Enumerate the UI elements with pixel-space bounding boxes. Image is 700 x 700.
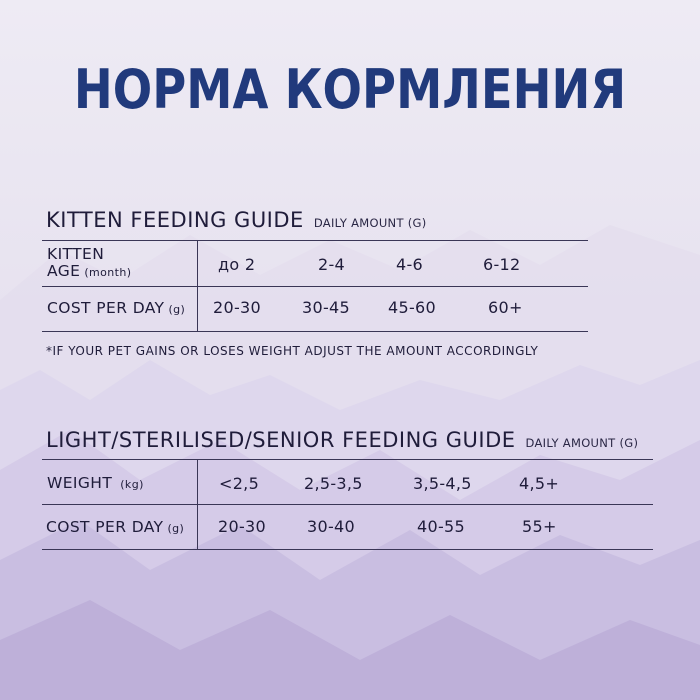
page-title: НОРМА КОРМЛЕНИЯ xyxy=(73,58,627,121)
kitten-cost-label-text: COST PER DAY xyxy=(47,299,165,317)
light-guide-title xyxy=(46,428,638,452)
light-amount-cell: 55+ xyxy=(522,517,557,536)
table-mid-line xyxy=(42,504,653,505)
kitten-amount-cell: 30-45 xyxy=(302,298,350,317)
weight-cell: 4,5+ xyxy=(519,474,560,493)
light-amount-cell: 40-55 xyxy=(417,517,465,536)
table-mid-line xyxy=(42,286,588,287)
table-bottom-line xyxy=(42,331,588,332)
light-amount-cell: 20-30 xyxy=(218,517,266,536)
table-bottom-line xyxy=(42,549,653,550)
weight-unit: (kg) xyxy=(120,478,144,491)
light-cost-label xyxy=(46,518,184,536)
table-column-divider xyxy=(197,240,198,331)
weight-label-text: WEIGHT xyxy=(47,474,113,492)
kitten-age-cell: 4-6 xyxy=(396,255,424,274)
light-amount-cell: 30-40 xyxy=(307,517,355,536)
kitten-amount-cell: 60+ xyxy=(488,298,523,317)
kitten-guide-title xyxy=(46,208,427,232)
kitten-cost-unit: (g) xyxy=(168,303,186,316)
kitten-cost-label xyxy=(47,299,185,317)
kitten-amount-cell: 20-30 xyxy=(213,298,261,317)
kitten-guide-subtitle: DAILY AMOUNT (G) xyxy=(313,216,427,230)
kitten-age-unit: (month) xyxy=(84,266,132,279)
weight-cell: 2,5-3,5 xyxy=(304,474,363,493)
table-column-divider xyxy=(197,459,198,549)
weight-cell: <2,5 xyxy=(219,474,260,493)
table-top-line xyxy=(42,459,653,460)
kitten-guide-heading: KITTEN FEEDING GUIDE xyxy=(46,208,304,232)
kitten-age-label-line1: KITTEN xyxy=(47,245,105,263)
table-top-line xyxy=(42,240,588,241)
weight-cell: 3,5-4,5 xyxy=(413,474,472,493)
light-cost-label-text: COST PER DAY xyxy=(46,518,164,536)
kitten-age-cell: 2-4 xyxy=(318,255,346,274)
kitten-age-label xyxy=(47,246,131,281)
kitten-age-label-line2: AGE xyxy=(47,262,81,280)
kitten-age-cell: 6-12 xyxy=(483,255,521,274)
light-guide-heading: LIGHT/STERILISED/SENIOR FEEDING GUIDE xyxy=(46,428,516,452)
kitten-age-cell: до 2 xyxy=(218,255,256,274)
feeding-note: *IF YOUR PET GAINS OR LOSES WEIGHT ADJUST THE AMOUNT ACCORDINGLY xyxy=(46,344,539,358)
weight-label xyxy=(47,474,144,492)
kitten-amount-cell: 45-60 xyxy=(388,298,436,317)
light-cost-unit: (g) xyxy=(167,522,185,535)
light-guide-subtitle: DAILY AMOUNT (G) xyxy=(525,436,639,450)
